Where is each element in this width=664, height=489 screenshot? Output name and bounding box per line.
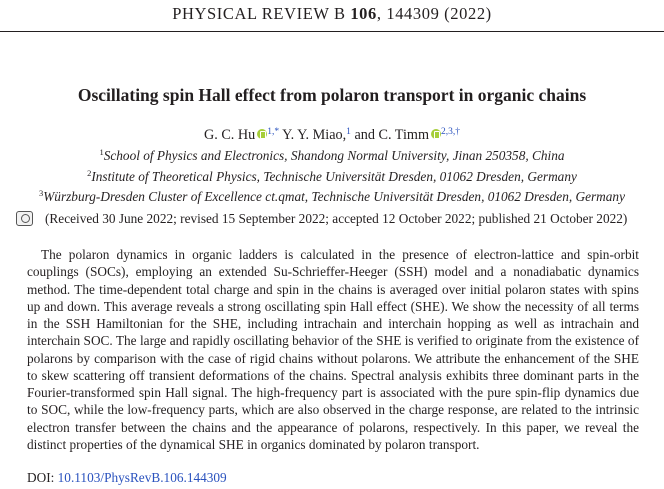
affiliation-text: Würzburg-Dresden Cluster of Excellence ct.qmat, Technische Universität Dresden, 01062 Dresden, Germany	[43, 189, 625, 204]
doi-label: DOI:	[27, 470, 55, 485]
author-separator: and	[350, 127, 379, 143]
author-affiliation-mark[interactable]: 1,*	[267, 127, 280, 137]
author[interactable]	[204, 127, 282, 143]
affiliation-text: Institute of Theoretical Physics, Technische Universität Dresden, 01062 Dresden, Germany	[91, 168, 577, 184]
abstract: The polaron dynamics in organic ladders is calculated in the presence of electron-lattice and spin-orbit couplings (SOCs), employing an extended Su-Schrieffer-Heeger (SSH) model and a nonadiabatic dynamics method. The time-dependent total charge and spin in the chains is averaged over initial polaron states with spins up and down. This average reveals a strong oscillating spin Hall effect (SHE). We show the necessity of all terms in the SSH Hamiltonian for the SHE, including intrachain and interchain hopping as well as intrachain and interchain SOC. The large and rapidly oscillating behavior of the SHE is verified to originate from the existence of polarons by comparison with the case of rigid chains without polarons. We attribute the enhancement of the SHE to skew scattering off transient deformations of the chains. Spectral analysis exhibits three dominant parts in the Fourier-transformed spin Hall signal. The high-frequency part is associated with the pure spin-flip dynamics due to SOC, while the low-frequency parts, which are also observed in the charge response, are related to the intrinsic electron transfer between the chains and the appearance of polarons, respectively. In this paper, we reveal the distinct properties of the dynamical SHE in organics dominated by polaron transport.	[27, 247, 639, 452]
journal-name: PHYSICAL REVIEW B	[172, 4, 346, 23]
received-dates: (Received 30 June 2022; revised 15 September 2022; accepted 12 October 2022; published 21 October 2022)	[45, 211, 628, 226]
affiliation	[0, 185, 664, 206]
affiliation-list	[0, 144, 664, 206]
journal-volume: 106	[350, 4, 377, 23]
author[interactable]	[379, 127, 460, 143]
journal-header	[0, 0, 664, 32]
affiliation-number: 1	[99, 147, 104, 157]
author-name: C. Timm	[378, 127, 429, 143]
author[interactable]	[282, 127, 378, 143]
journal-sep: ,	[376, 4, 387, 23]
paper-title: Oscillating spin Hall effect from polaron transport in organic chains	[77, 85, 587, 105]
author-name: G. C. Hu	[204, 127, 256, 143]
author-affiliation-mark[interactable]: 1	[346, 127, 351, 137]
affiliation	[0, 165, 664, 186]
affiliation-number: 3	[38, 188, 44, 198]
author-list	[0, 123, 664, 144]
author-affiliation-mark[interactable]: 2,3,†	[440, 127, 460, 137]
affiliation-number: 2	[87, 167, 92, 178]
doi-line	[27, 469, 227, 486]
article-history	[14, 210, 654, 230]
orcid-icon[interactable]	[257, 129, 267, 139]
doi-link[interactable]: 10.1103/PhysRevB.106.144309	[57, 470, 227, 485]
affiliation	[0, 144, 664, 165]
orcid-icon[interactable]	[431, 129, 441, 139]
author-name: Y. Y. Miao,	[282, 127, 347, 143]
article-number: 144309 (2022)	[386, 4, 492, 23]
article-history-icon[interactable]	[16, 211, 33, 226]
affiliation-text: School of Physics and Electronics, Shandong Normal University, Jinan 250358, China	[103, 148, 565, 163]
